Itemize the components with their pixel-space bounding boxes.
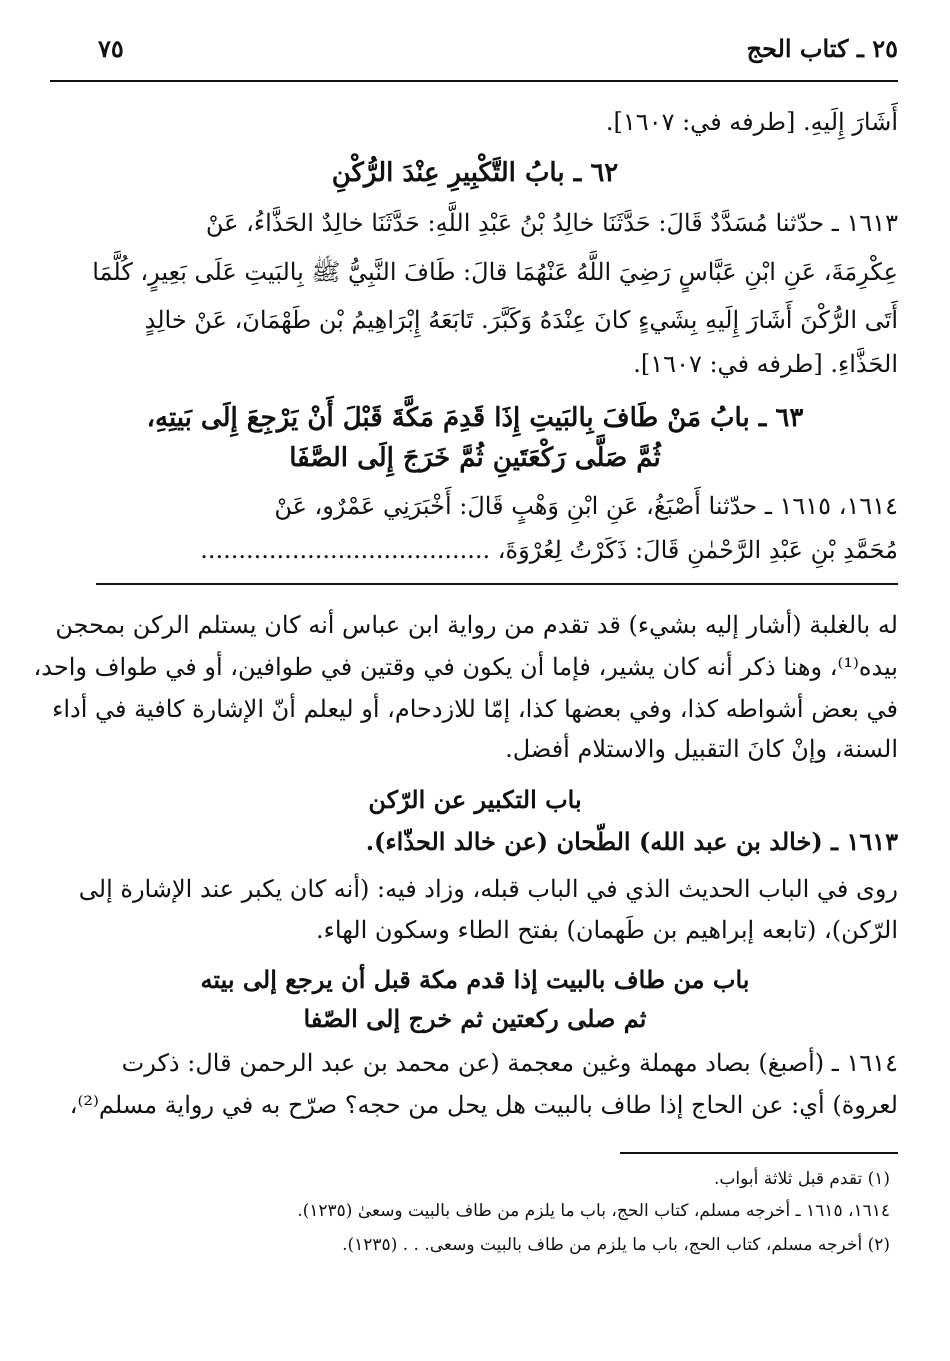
footnote: ١٦١٤، ١٦١٥ ـ أخرجه مسلم، كتاب الحج، باب ما يلزم من طاف بالبيت وسعىٰ (١٢٣٥). — [297, 1201, 890, 1221]
footnote: (١) تقدم قبل ثلاثة أبواب. — [713, 1169, 890, 1189]
footnote-rule — [620, 1152, 898, 1154]
commentary-heading: باب التكبير عن الرّكن — [368, 785, 582, 814]
running-header-title: ٢٥ ـ كتاب الحج — [746, 34, 898, 63]
hadith-1613-line: أَتَى الرُّكْنَ أَشَارَ إِلَيهِ بِشَيءٍ كانَ عِنْدَهُ وَكَبَّرَ. تَابَعَهُ إِبْرَاهِيمُ بْن طَهْمَانَ، عَنْ خالِدٍ — [144, 306, 898, 334]
commentary-line: ١٦١٣ ـ (خالد بن عبد الله) الطّحان (عن خالد الحذّاء). — [365, 827, 898, 856]
commentary-line: بيده⁽¹⁾، وهنا ذكر أنه كان يشير، فإما أن يكون في وقتين في طوافين، أو في طواف واحد، — [33, 653, 898, 681]
page-number: ٧٥ — [98, 34, 124, 63]
header-rule — [50, 80, 898, 82]
commentary-heading: ثم صلى ركعتين ثم خرج إلى الصّفا — [303, 1004, 647, 1033]
commentary-line: روى في الباب الحديث الذي في الباب قبله، وزاد فيه: (أنه كان يكبر عند الإشارة إلى — [78, 875, 898, 903]
hadith-1613-line: ١٦١٣ ـ حدّثنا مُسَدَّدٌ قَالَ: حَدَّثَنَا خالِدُ بْنُ عَبْدِ اللَّهِ: حَدَّثَنَا خالِدٌ الحَذَّاءُ، عَنْ — [205, 209, 898, 237]
commentary-line: ١٦١٤ ـ (أصبغ) بصاد مهملة وغين معجمة (عن محمد بن عبد الرحمن قال: ذكرت — [121, 1049, 898, 1077]
commentary-line: في بعض أشواطه كذا، وفي بعضها كذا، إمّا للازدحام، أو ليعلم أنّ الإشارة كافية في أداء — [52, 695, 898, 723]
commentary-line: الرّكن)، (تابعه إبراهيم بن طَهمان) بفتح الطاء وسكون الهاء. — [315, 916, 898, 944]
matn-line: أَشَارَ إِلَيهِ. [طرفه في: ١٦٠٧]. — [605, 108, 898, 136]
chapter-heading-62: ٦٢ ـ بابُ التَّكْبِيرِ عِنْدَ الرُّكْنِ — [331, 158, 619, 188]
hadith-1613-line: الحَذَّاءِ. [طرفه في: ١٦٠٧]. — [633, 350, 898, 378]
commentary-line: له بالغلبة (أشار إليه بشيء) قد تقدم من رواية ابن عباس أنه كان يستلم الركن بمحجن — [55, 611, 898, 639]
hadith-1614-line: ١٦١٤، ١٦١٥ ـ حدّثنا أَصْبَغُ، عَنِ ابْنِ وَهْبٍ قَالَ: أَخْبَرَنِي عَمْرٌو، عَنْ — [274, 492, 898, 520]
commentary-heading: باب من طاف بالبيت إذا قدم مكة قبل أن يرجع إلى بيته — [200, 965, 750, 994]
commentary-line: لعروة) أي: عن الحاج إذا طاف بالبيت هل يحل من حجه؟ صرّح به في رواية مسلم⁽²⁾، — [69, 1091, 898, 1119]
commentary-line: السنة، وإنْ كانَ التقبيل والاستلام أفضل. — [505, 735, 898, 763]
section-divider — [96, 583, 898, 585]
hadith-1614-line: مُحَمَّدِ بْنِ عَبْدِ الرَّحْمٰنِ قَالَ: ذَكَرْتُ لِعُرْوَةَ، ...................................... — [200, 536, 898, 564]
hadith-1613-line: عِكْرِمَةَ، عَنِ ابْنِ عَبَّاسٍ رَضِيَ اللَّهُ عَنْهُمَا قالَ: طَافَ النَّبِيُّ ﷺ بِالبَيتِ عَلَى بَعِيرٍ، كُلَّمَا — [92, 258, 898, 286]
chapter-heading-63: ٦٣ ـ بابُ مَنْ طَافَ بِالبَيتِ إِذَا قَدِمَ مَكَّةَ قَبْلَ أَنْ يَرْجِعَ إِلَى بَيتِهِ، — [146, 403, 804, 433]
chapter-heading-63: ثُمَّ صَلَّى رَكْعَتَينِ ثُمَّ خَرَجَ إِلَى الصَّفَا — [289, 443, 661, 473]
footnote: (٢) أخرجه مسلم، كتاب الحج، باب ما يلزم من طاف بالبيت وسعى. . . (١٢٣٥). — [342, 1235, 890, 1255]
